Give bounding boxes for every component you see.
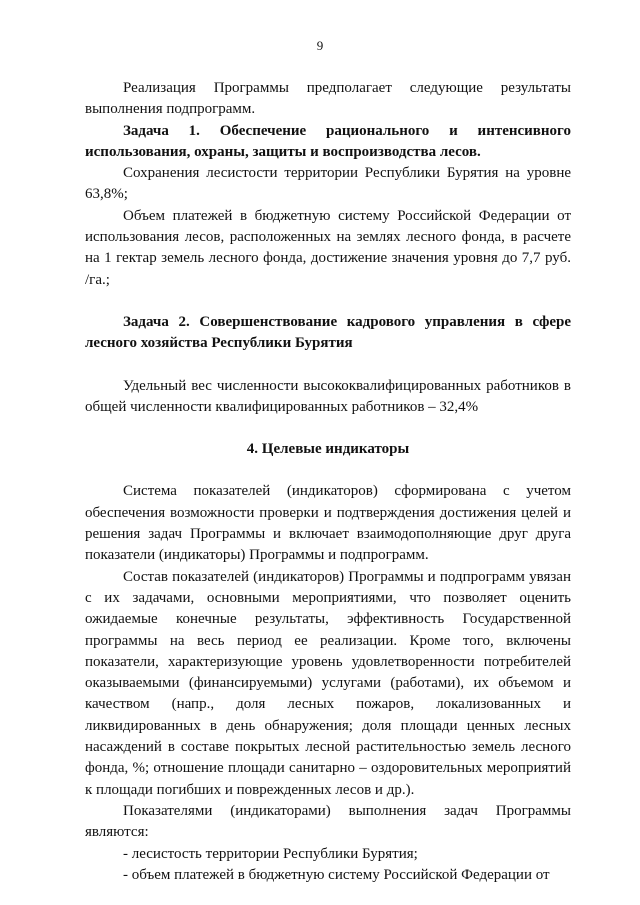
intro-paragraph: Реализация Программы предполагает следующие результаты выполнения подпрограмм.: [85, 80, 571, 118]
task1-result-payments: Объем платежей в бюджетную систему Российской Федерации от использования лесов, расположенных на землях лесного фонда, в расчете на 1 гектар земель лесного фонда, достижение значения уровня до 7,7 руб. /га.;: [85, 207, 571, 288]
page-content: [85, 78, 571, 886]
task2-heading: Задача 2. Совершенствование кадрового управления в сфере лесного хозяйства Республики Бурятия: [85, 313, 571, 352]
spacer: [85, 418, 571, 439]
task1-heading: Задача 1. Обеспечение рационального и интенсивного использования, охраны, защиты и воспроизводства лесов.: [85, 122, 571, 160]
indicator-list-item: - объем платежей в бюджетную систему Российской Федерации от: [123, 866, 550, 883]
section-paragraph-system: Система показателей (индикаторов) сформирована с учетом обеспечения возможности проверки и подтверждения достижения целей и решения задач Программы и включает взаимодополняющие друг друга показатели (индикаторы) Программы и подпрограмм.: [85, 483, 571, 564]
section-paragraph-composition: Состав показателей (индикаторов) Программы и подпрограмм увязан с их задачами, основными мероприятиями, что позволяет оценить ожидаемые конечные результаты, эффективность Государственной программы на весь период ее реализации. Кроме того, включены показатели, характеризующие уровень удовлетворенности потребителей оказываемыми (финансируемыми) услугами (работами), их объемом и качеством (напр., доля лесных пожаров, локализованных и ликвидированных в день обнаружения; доля площади ценных лесных насаждений в составе покрытых лесной растительностью земель лесного фонда, %; отношение площади санитарно – оздоровительных мероприятий к площади погибших и поврежденных лесов и др.).: [85, 568, 571, 798]
spacer: [85, 291, 571, 312]
page-number: 9: [316, 38, 324, 53]
section-paragraph-indicators: Показателями (индикаторами) выполнения задач Программы являются:: [85, 802, 571, 841]
indicator-list-item: - лесистость территории Республики Бурятия;: [123, 845, 418, 862]
task1-result-forest-cover: Сохранения лесистости территории Республики Бурятия на уровне 63,8%;: [85, 165, 571, 203]
spacer: [85, 460, 571, 481]
section-title: 4. Целевые индикаторы: [246, 441, 410, 458]
spacer: [85, 355, 571, 376]
task2-result-staff: Удельный вес численности высококвалифицированных работников в общей численности квалифицированных работников – 32,4%: [85, 377, 571, 415]
